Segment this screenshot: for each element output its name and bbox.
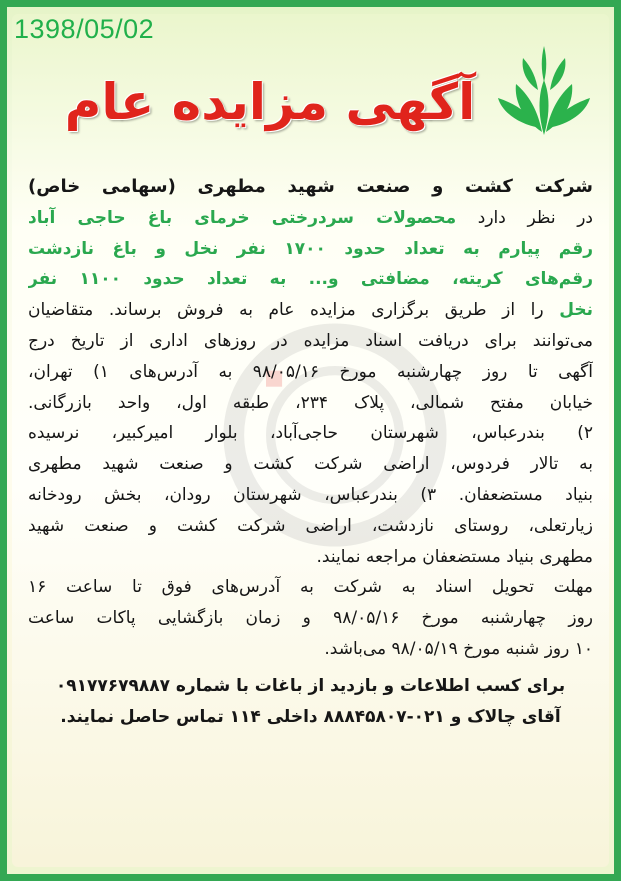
- text-line: [28, 326, 593, 357]
- text-line: [28, 480, 593, 511]
- ad-title: آگهی مزایده عام: [64, 73, 476, 131]
- text-run: روز چهارشنبه مورخ ۹۸/۰۵/۱۶ و زمان بازگشایی پاکات ساعت: [28, 608, 593, 629]
- highlighted-text: رقم‌های کریته، مضافتی و... به تعداد حدود ۱۱۰۰ نفر: [28, 269, 593, 290]
- text-line: [28, 264, 593, 295]
- text-run: زیارتعلی، روستای نازدشت، اراضی شرکت کشت و صنعت شهید: [28, 515, 593, 536]
- text-run: ۱۰ روز شنبه مورخ ۹۸/۰۵/۱۹ می‌باشد.: [324, 638, 593, 659]
- text-line: [28, 388, 593, 419]
- ad-paragraph: [28, 203, 593, 665]
- text-run: مهلت تحویل اسناد به شرکت به آدرس‌های فوق تا ساعت ۱۶: [28, 577, 593, 598]
- ad-body: [28, 172, 593, 732]
- text-line: [28, 449, 593, 480]
- text-line: [28, 634, 593, 665]
- text-run: بنیاد مستضعفان. ۳) بندرعباس، شهرستان رودان، بخش رودخانه: [28, 484, 593, 505]
- highlighted-text: نخل: [559, 300, 593, 321]
- text-line: [28, 234, 593, 265]
- text-run: آگهی تا روز چهارشنبه مورخ ۹۸/۰۵/۱۶ به آدرس‌های ۱) تهران،: [28, 361, 593, 382]
- text-run: ۲) بندرعباس، شهرستان حاجی‌آباد، بلوار امیرکبیر، نرسیده: [28, 423, 593, 444]
- highlighted-text: رقم پیارم به تعداد حدود ۱۷۰۰ نفر نخل و باغ نازدشت: [28, 238, 593, 259]
- plant-logo-icon: [494, 40, 594, 140]
- text-line: [28, 357, 593, 388]
- text-line: [28, 603, 593, 634]
- text-run: مطهری بنیاد مستضعفان مراجعه نمایند.: [316, 546, 593, 567]
- text-line: [28, 418, 593, 449]
- contact-line-1: برای کسب اطلاعات و بازدید از باغات با شماره ۰۹۱۷۷۶۷۹۸۸۷: [55, 675, 566, 696]
- text-line: [28, 203, 593, 234]
- text-run: در نظر دارد: [456, 207, 593, 228]
- text-run: خیابان مفتح شمالی، پلاک ۲۳۴، طبقه اول، واحد بازرگانی.: [28, 392, 593, 413]
- text-line: [28, 542, 593, 573]
- text-run: را از طریق برگزاری مزایده عام به فروش برساند. متقاضیان: [28, 300, 560, 321]
- text-line: [28, 511, 593, 542]
- company-name: شرکت کشت و صنعت شهید مطهری (سهامی خاص): [28, 176, 593, 197]
- contact-line-2: آقای چالاک و ۰۲۱-۸۸۸۴۵۸۰۷ داخلی ۱۱۴ تماس حاصل نمایند.: [60, 706, 561, 727]
- publication-date: 1398/05/02: [14, 14, 155, 44]
- text-line: [28, 295, 593, 326]
- text-line: [28, 572, 593, 603]
- highlighted-text: محصولات سردرختی خرمای باغ حاجی آباد: [28, 207, 457, 228]
- text-run: به تالار فردوس، اراضی شرکت کشت و صنعت شهید مطهری: [28, 454, 593, 475]
- text-run: می‌توانند برای دریافت اسناد مزایده در روزهای اداری از تاریخ درج: [28, 330, 593, 351]
